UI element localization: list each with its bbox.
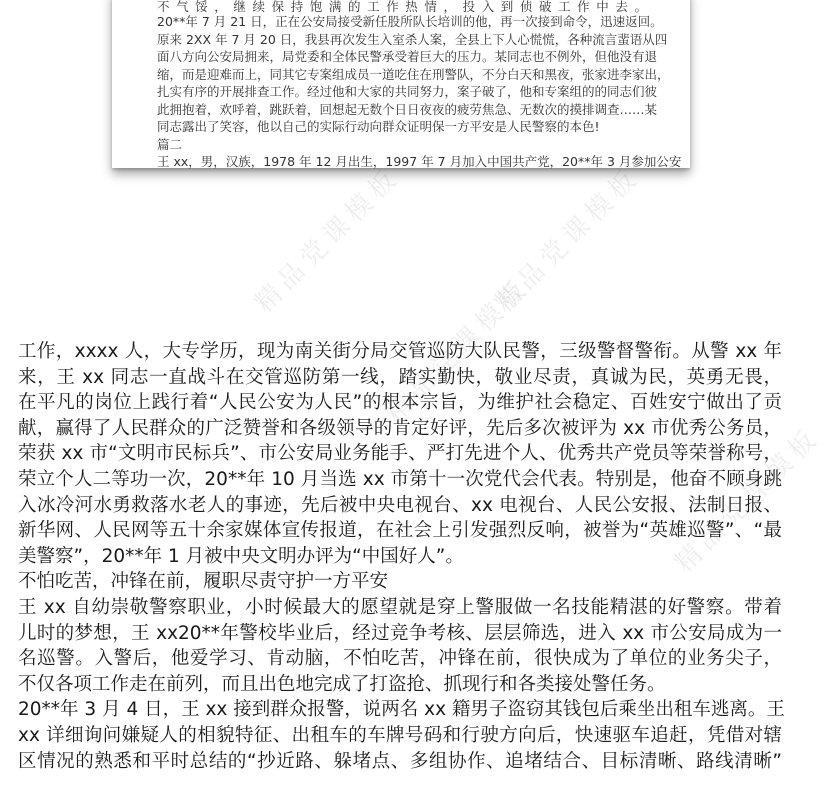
body-line: 区情况的熟悉和平时总结的“抄近路、躲堵点、多组协作、追堵结合、目标清晰、路线清晰”	[18, 750, 782, 772]
document-body	[18, 339, 785, 774]
preview-line: 原来 2XX 年 7 月 20 日，我县再次发生入室杀人案，全县上下人心慌慌，各种流言蜚语从四	[157, 31, 668, 47]
body-line: 儿时的梦想，王 xx20**年警校毕业后，经过竞争考核、层层筛选，进入 xx 市公安局成为一	[18, 622, 782, 644]
document-preview-card	[112, 0, 690, 168]
preview-line: 此拥抱着，欢呼着，跳跃着，回想起无数个日日夜夜的疲劳焦急、无数次的摸排调查……某	[157, 101, 658, 117]
section-heading: 不怕吃苦，冲锋在前，履职尽责守护一方平安	[18, 571, 389, 593]
body-line: 不仅各项工作走在前列，而且出色地完成了打盗抢、抓现行和各类接处警任务。	[18, 673, 666, 695]
body-line: 荣立个人二等功一次，20**年 10 月当选 xx 市第十一次党代会代表。特别是，他奋不顾身跳	[18, 468, 782, 490]
preview-heading: 篇二	[157, 136, 183, 152]
body-line: 20**年 3 月 4 日，王 xx 接到群众报警，说两名 xx 籍男子盗窃其钱包后乘坐出租车逃离。王	[18, 699, 785, 721]
body-line: 献，赢得了人民群众的广泛赞誉和各级领导的肯定好评，先后多次被评为 xx 市优秀公务员，	[18, 417, 782, 439]
body-line: 王 xx 自幼崇敬警察职业，小时候最大的愿望就是穿上警服做一名技能精湛的好警察。带着	[18, 596, 782, 618]
preview-line: 同志露出了笑容，他以自己的实际行动向群众证明保一方平安是人民警察的本色!	[157, 119, 600, 134]
body-line: 美警察”，20**年 1 月被中央文明办评为“中国好人”。	[18, 545, 464, 567]
watermark: 精品党课模板	[249, 161, 407, 319]
body-line: 在平凡的岗位上践行着“人民公安为人民”的根本宗旨，为维护社会稳定、百姓安宁做出了贡	[18, 392, 782, 414]
body-line: 工作，xxxx 人，大专学历，现为南关街分局交管巡防大队民警，三级警督警衔。从警 xx 年	[18, 341, 782, 362]
preview-line: 不气馁，继续保持饱满的工作热情，投入到侦破工作中去。	[157, 0, 647, 14]
preview-line: 缩，而是迎难而上，同其它专案组成员一道吃住在刑警队，不分白天和黑夜，张家进李家出，	[157, 66, 670, 82]
body-line: 荣获 xx 市“文明市民标兵”、市公安局业务能手、严打先进个人、优秀共产党员等荣誉称号，	[18, 443, 782, 465]
body-line: 名巡警。入警后，他爱学习、肯动脑，不怕吃苦，冲锋在前，很快成为了单位的业务尖子，	[18, 648, 782, 670]
body-line: 来，王 xx 同志一直战斗在交管巡防第一线，踏实勤快，敬业尽责，真诚为民，英勇无畏，	[18, 366, 782, 388]
preview-line: 王 xx，男，汉族，1978 年 12 月出生，1997 年 7 月加入中国共产党，20**年 3 月参加公安	[157, 154, 682, 169]
watermark: 精品党课模板	[489, 161, 647, 319]
body-line: 新华网、人民网等五十余家媒体宣传报道，在社会上引发强烈反响，被誉为“英雄巡警”、“最	[18, 520, 782, 542]
watermark: 精品党课模板	[379, 271, 537, 429]
preview-line: 面八方向公安局拥来，局党委和全体民警承受着巨大的压力。某同志也不例外，但他没有退	[157, 49, 658, 64]
preview-line: 扎实有序的开展排查工作。经过他和大家的共同努力，案子破了，他和专案组的的同志们彼	[157, 84, 658, 99]
body-line: xx 详细询问嫌疑人的相貌特征、出租车的车牌号码和行驶方向后，快速驱车追赶，凭借对辖	[18, 724, 782, 746]
watermark: 精品党课模板	[669, 421, 827, 579]
body-line: 入冰冷河水勇救落水老人的事迹，先后被中央电视台、xx 电视台、人民公安报、法制日报、	[18, 494, 782, 516]
preview-line: 20**年 7 月 21 日，正在公安局接受新任股所队长培训的他，再一次接到命令，迅速返回。	[157, 14, 663, 29]
